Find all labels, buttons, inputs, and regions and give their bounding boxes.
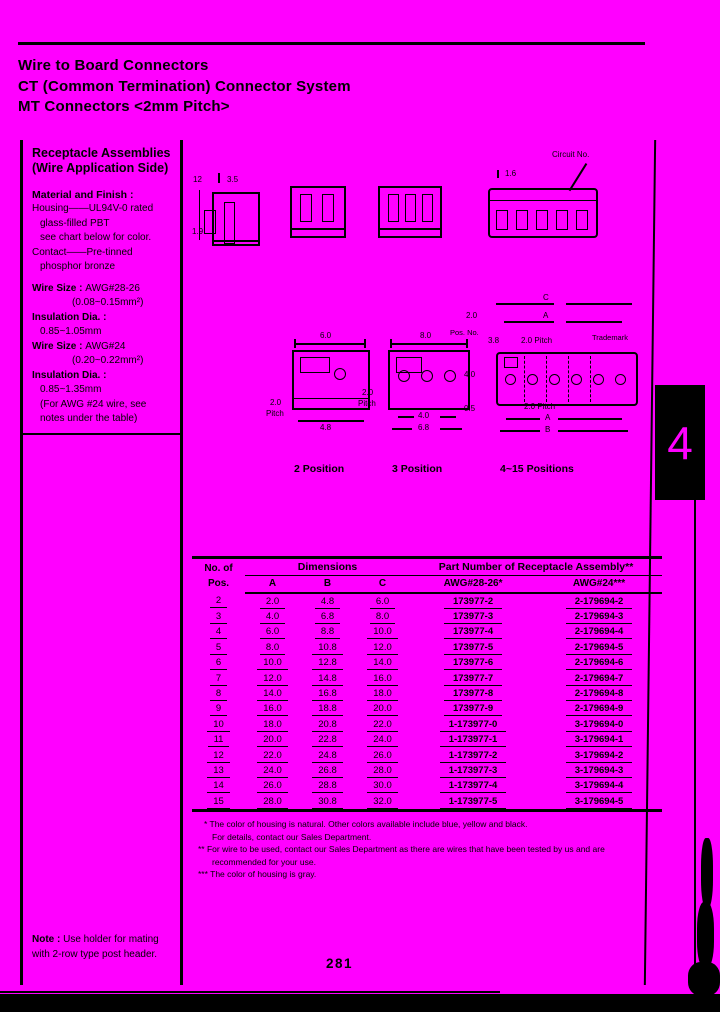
table-cell: 10.8 [300, 640, 355, 655]
pos3-pitch-word: Pitch [358, 399, 376, 408]
table-cell: 14.0 [245, 686, 300, 701]
table-cell: 2-179694-6 [536, 656, 662, 671]
table-cell: 13 [192, 763, 245, 778]
table-cell: 5 [192, 640, 245, 655]
col-group-dimensions: Dimensions [245, 558, 410, 576]
table-cell: 22.8 [300, 733, 355, 748]
p415-dim-38: 3.8 [488, 336, 500, 345]
scan-noise-blob [701, 838, 713, 908]
table-cell: 32.0 [355, 794, 410, 811]
col-header-b: B [300, 576, 355, 594]
dim-line [500, 430, 540, 432]
latch-detail [504, 357, 518, 368]
table-cell: 8.8 [300, 625, 355, 640]
header-line-2: CT (Common Termination) Connector System [18, 77, 351, 95]
p415-pitch-top: 2.0 Pitch [521, 336, 553, 345]
table-cell: 6.8 [300, 609, 355, 624]
contact-slot [322, 194, 334, 222]
table-cell: 18.0 [245, 717, 300, 732]
dim-pitch-top: 1.6 [505, 169, 517, 178]
footnote-line: recommended for your use. [212, 856, 316, 867]
table-cell: 28.8 [300, 779, 355, 794]
spec-label: Insulation Dia. : [32, 369, 107, 381]
spec-line [32, 354, 175, 369]
dim-side-width: 3.5 [227, 175, 239, 184]
dim-line [506, 418, 540, 420]
pos3-dim-top: 8.0 [420, 331, 432, 340]
p415-dim-05: 0.5 [464, 404, 476, 413]
table-row [192, 625, 662, 640]
sidebar-title-line2: (Wire Application Side) [32, 161, 169, 175]
top-rule [18, 42, 645, 45]
pos3-dim-b: 6.8 [418, 423, 430, 432]
front-view-line [292, 228, 344, 230]
p415-dim-b-bottom: B [545, 425, 551, 434]
note-line1: Use holder for mating [63, 934, 159, 945]
table-row [192, 794, 662, 811]
table-cell: 11 [192, 733, 245, 748]
page-number: 281 [326, 956, 354, 971]
dim-tick [497, 170, 499, 178]
table-cell: 3 [192, 609, 245, 624]
col-header-no-of-pos [192, 558, 245, 594]
spec-line [32, 282, 175, 297]
pitch-dash-line [524, 356, 525, 402]
dim-side-height: 12 [193, 175, 202, 184]
contact-slot [516, 210, 528, 230]
table-cell: 173977-2 [410, 593, 536, 609]
contact-circle [444, 370, 456, 382]
col-header-awg24: AWG#24*** [536, 576, 662, 594]
table-cell: 6.0 [245, 625, 300, 640]
table-cell: 4.8 [300, 593, 355, 609]
contact-slot [422, 194, 433, 222]
table-cell: 1-173977-5 [410, 794, 536, 811]
caption-4-15-positions: 4~15 Positions [500, 463, 574, 475]
table-row [192, 686, 662, 701]
contact-slot [388, 194, 399, 222]
table-cell: 1-173977-3 [410, 763, 536, 778]
page-header [18, 56, 351, 118]
spec-value: (0.20~0.22mm²) [72, 355, 144, 366]
table-cell: 2-179694-4 [536, 625, 662, 640]
footnote-line: For details, contact our Sales Department. [212, 831, 372, 842]
table-cell: 26.8 [300, 763, 355, 778]
spec-label: Insulation Dia. : [32, 311, 107, 323]
col-header-c: C [355, 576, 410, 594]
table-cell: 30.0 [355, 779, 410, 794]
bottom-black-bar [0, 994, 720, 1012]
table-cell: 173977-8 [410, 686, 536, 701]
sidebar [20, 140, 183, 985]
pitch-dash-line [590, 356, 591, 402]
table-row [192, 671, 662, 686]
contact-circle [571, 374, 582, 385]
table-cell: 15 [192, 794, 245, 811]
table-row [192, 717, 662, 732]
dim-line [496, 303, 554, 305]
section-tab [655, 385, 705, 500]
table-cell: 2-179694-5 [536, 640, 662, 655]
table-cell: 24.0 [355, 733, 410, 748]
dim-tick [390, 339, 392, 348]
material-line: Contact——Pre-tinned [32, 246, 133, 258]
contact-circle [593, 374, 604, 385]
contact-circle [549, 374, 560, 385]
table-cell: 6.0 [355, 593, 410, 609]
spec-line [32, 340, 175, 355]
side-view-contact-slot [224, 202, 235, 244]
spec-value: notes under the table) [40, 413, 138, 424]
pitch-dash-line [546, 356, 547, 402]
table-cell: 2-179694-7 [536, 671, 662, 686]
sidebar-title-line1: Receptacle Assemblies [32, 146, 171, 160]
pos3-pitch-value: 2.0 [362, 388, 374, 397]
table-cell: 2-179694-9 [536, 702, 662, 717]
section-tab-number: 4 [667, 416, 693, 469]
table-row [192, 656, 662, 671]
material-line: phosphor bronze [40, 261, 116, 272]
contact-slot [300, 194, 312, 222]
table-cell: 3-179694-3 [536, 763, 662, 778]
table-cell: 7 [192, 671, 245, 686]
table-cell: 16.8 [300, 686, 355, 701]
table-row [192, 640, 662, 655]
spec-value: AWG#28-26 [85, 282, 140, 294]
spec-lines [32, 282, 175, 427]
material-line: Housing——UL94V-0 rated [32, 203, 154, 214]
latch-detail [300, 357, 330, 373]
connector-side-view [212, 192, 260, 246]
table-cell: 8.0 [355, 609, 410, 624]
p415-dim-a-bottom: A [545, 413, 551, 422]
part-number-table [192, 556, 662, 812]
material-finish-heading: Material and Finish : [32, 189, 134, 201]
scan-noise-blob [697, 902, 714, 968]
pos2-dim-top: 6.0 [320, 331, 332, 340]
table-cell: 22.0 [245, 748, 300, 763]
material-lines [32, 202, 175, 275]
material-line: glass-filled PBT [40, 217, 110, 229]
table-cell: 1-173977-0 [410, 717, 536, 732]
table-cell: 1-173977-2 [410, 748, 536, 763]
table-row [192, 702, 662, 717]
table-cell: 2.0 [245, 593, 300, 609]
contact-slot [556, 210, 568, 230]
table-cell: 10 [192, 717, 245, 732]
table-cell: 24.0 [245, 763, 300, 778]
p415-dim-c: C [543, 293, 549, 302]
contact-circle [421, 370, 433, 382]
dim-tick [466, 339, 468, 348]
table-row [192, 748, 662, 763]
table-cell: 173977-9 [410, 702, 536, 717]
dim-line [390, 343, 468, 345]
table-cell: 16.0 [355, 671, 410, 686]
table-cell: 24.8 [300, 748, 355, 763]
table-cell: 1-173977-4 [410, 779, 536, 794]
spec-value: 0.85~1.35mm [40, 384, 102, 395]
table-cell: 3-179694-2 [536, 748, 662, 763]
table-cell: 20.0 [355, 702, 410, 717]
table-cell: 3-179694-0 [536, 717, 662, 732]
pos2-dim-bottom: 4.8 [320, 423, 332, 432]
table-cell: 30.8 [300, 794, 355, 811]
pos-no-label: Pos. No. [450, 328, 479, 337]
pitch-dash-line [568, 356, 569, 402]
table-cell: 12 [192, 748, 245, 763]
side-view-wire-notch [204, 210, 216, 234]
contact-circle [398, 370, 410, 382]
table-row [192, 733, 662, 748]
table-cell: 12.8 [300, 656, 355, 671]
footnote-line: *** The color of housing is gray. [198, 869, 317, 879]
circuit-no-leader-line [569, 163, 587, 191]
dim-line [504, 321, 554, 323]
contact-slot [536, 210, 548, 230]
table-cell: 2-179694-2 [536, 593, 662, 609]
col-header-a: A [245, 576, 300, 594]
dim-line [566, 303, 632, 305]
dim-side-depth: 1.9 [192, 227, 204, 236]
table-cell: 12.0 [355, 640, 410, 655]
spec-value: (0.08~0.15mm²) [72, 297, 144, 308]
contact-circle [334, 368, 346, 380]
table-cell: 173977-6 [410, 656, 536, 671]
spec-line [32, 412, 175, 427]
contact-slot [405, 194, 416, 222]
table-cell: 14.8 [300, 671, 355, 686]
pos3-dim-a: 4.0 [418, 411, 430, 420]
dim-tick [218, 173, 220, 183]
table-cell: 28.0 [245, 794, 300, 811]
header-line-1: Wire to Board Connectors [18, 57, 209, 74]
table-row [192, 593, 662, 609]
table-cell: 2 [192, 593, 245, 609]
col-group-part-number: Part Number of Receptacle Assembly** [410, 558, 662, 576]
spec-line [32, 296, 175, 311]
spec-value: AWG#24 [85, 340, 126, 352]
table-cell: 18.0 [355, 686, 410, 701]
front-view-line [380, 228, 440, 230]
note-line2: with 2-row type post header. [32, 949, 158, 960]
footnote-line: ** For wire to be used, contact our Sales Department as there are wires that have been tested by us and are [198, 844, 605, 854]
pos2-pitch-value: 2.0 [270, 398, 282, 407]
dim-tick [364, 339, 366, 348]
table-cell: 26.0 [245, 779, 300, 794]
drawing-line [294, 398, 368, 399]
table-cell: 8.0 [245, 640, 300, 655]
col-header-awg28-26: AWG#28-26* [410, 576, 536, 594]
footnotes [196, 818, 674, 881]
table-cell: 3-179694-4 [536, 779, 662, 794]
dim-line [558, 430, 628, 432]
pos-label: Pos. [207, 578, 230, 589]
bottom-thin-rule [0, 991, 500, 993]
sidebar-note [32, 932, 172, 962]
table-cell: 28.0 [355, 763, 410, 778]
spec-line [32, 325, 175, 340]
sidebar-content [23, 140, 180, 427]
table-cell: 2-179694-8 [536, 686, 662, 701]
dim-line [392, 428, 412, 430]
dim-line [398, 416, 414, 418]
contact-circle [505, 374, 516, 385]
table-row [192, 779, 662, 794]
note-label: Note : [32, 934, 64, 945]
table-cell: 14 [192, 779, 245, 794]
material-line: see chart below for color. [40, 232, 152, 243]
table-cell: 10.0 [245, 656, 300, 671]
dim-line [440, 416, 456, 418]
table-cell: 18.8 [300, 702, 355, 717]
header-line-3: MT Connectors <2mm Pitch> [18, 98, 230, 115]
dim-line [294, 343, 366, 345]
contact-circle [615, 374, 626, 385]
table-cell: 9 [192, 702, 245, 717]
table-cell: 8 [192, 686, 245, 701]
spec-value: 0.85~1.05mm [40, 326, 102, 337]
table-cell: 10.0 [355, 625, 410, 640]
table-cell: 4 [192, 625, 245, 640]
table-cell: 16.0 [245, 702, 300, 717]
table-cell: 3-179694-1 [536, 733, 662, 748]
table-cell: 20.8 [300, 717, 355, 732]
circuit-no-label: Circuit No. [552, 150, 590, 159]
spec-value: (For AWG #24 wire, see [40, 398, 147, 410]
spec-label: Wire Size : [32, 340, 86, 352]
table-cell: 12.0 [245, 671, 300, 686]
contact-slot [496, 210, 508, 230]
pos2-pitch-word: Pitch [266, 409, 284, 418]
table-row [192, 763, 662, 778]
spec-line [32, 398, 175, 413]
caption-2-position: 2 Position [294, 463, 345, 475]
p415-dim-40: 4.0 [464, 370, 476, 379]
spec-line [32, 311, 175, 326]
footnote-line: * The color of housing is natural. Other colors available include blue, yellow and black. [204, 819, 528, 829]
connector-front-view-2pos [290, 186, 346, 238]
caption-3-position: 3 Position [392, 463, 443, 475]
table-cell: 2-179694-3 [536, 609, 662, 624]
table-cell: 14.0 [355, 656, 410, 671]
table-cell: 4.0 [245, 609, 300, 624]
dim-tick [294, 339, 296, 348]
table-row [192, 609, 662, 624]
table-cell: 1-173977-1 [410, 733, 536, 748]
spec-line [32, 369, 175, 384]
sidebar-divider [23, 433, 180, 435]
no-of-label: No. of [204, 563, 233, 574]
right-page-edge-line [694, 385, 696, 985]
top-view-line [490, 200, 596, 201]
table-cell: 22.0 [355, 717, 410, 732]
table-cell: 6 [192, 656, 245, 671]
dim-line [566, 321, 622, 323]
contact-circle [527, 374, 538, 385]
side-view-base-line [214, 240, 258, 242]
p415-pitch-bottom: 2.0 Pitch [524, 402, 556, 411]
dim-line [440, 428, 462, 430]
table-cell: 3-179694-5 [536, 794, 662, 811]
spec-line [32, 383, 175, 398]
spec-label: Wire Size : [32, 282, 86, 294]
table-cell: 173977-7 [410, 671, 536, 686]
scan-noise-blob [688, 962, 720, 996]
table-cell: 20.0 [245, 733, 300, 748]
p415-dim-a-top: A [543, 311, 549, 320]
table-cell: 173977-5 [410, 640, 536, 655]
dim-line [298, 420, 364, 422]
table-cell: 173977-4 [410, 625, 536, 640]
table-cell: 26.0 [355, 748, 410, 763]
contact-slot [576, 210, 588, 230]
p415-dim-20: 2.0 [466, 311, 478, 320]
table-cell: 173977-3 [410, 609, 536, 624]
dim-line [558, 418, 622, 420]
trademark-label: Trademark [592, 333, 628, 342]
table-body [192, 593, 662, 811]
